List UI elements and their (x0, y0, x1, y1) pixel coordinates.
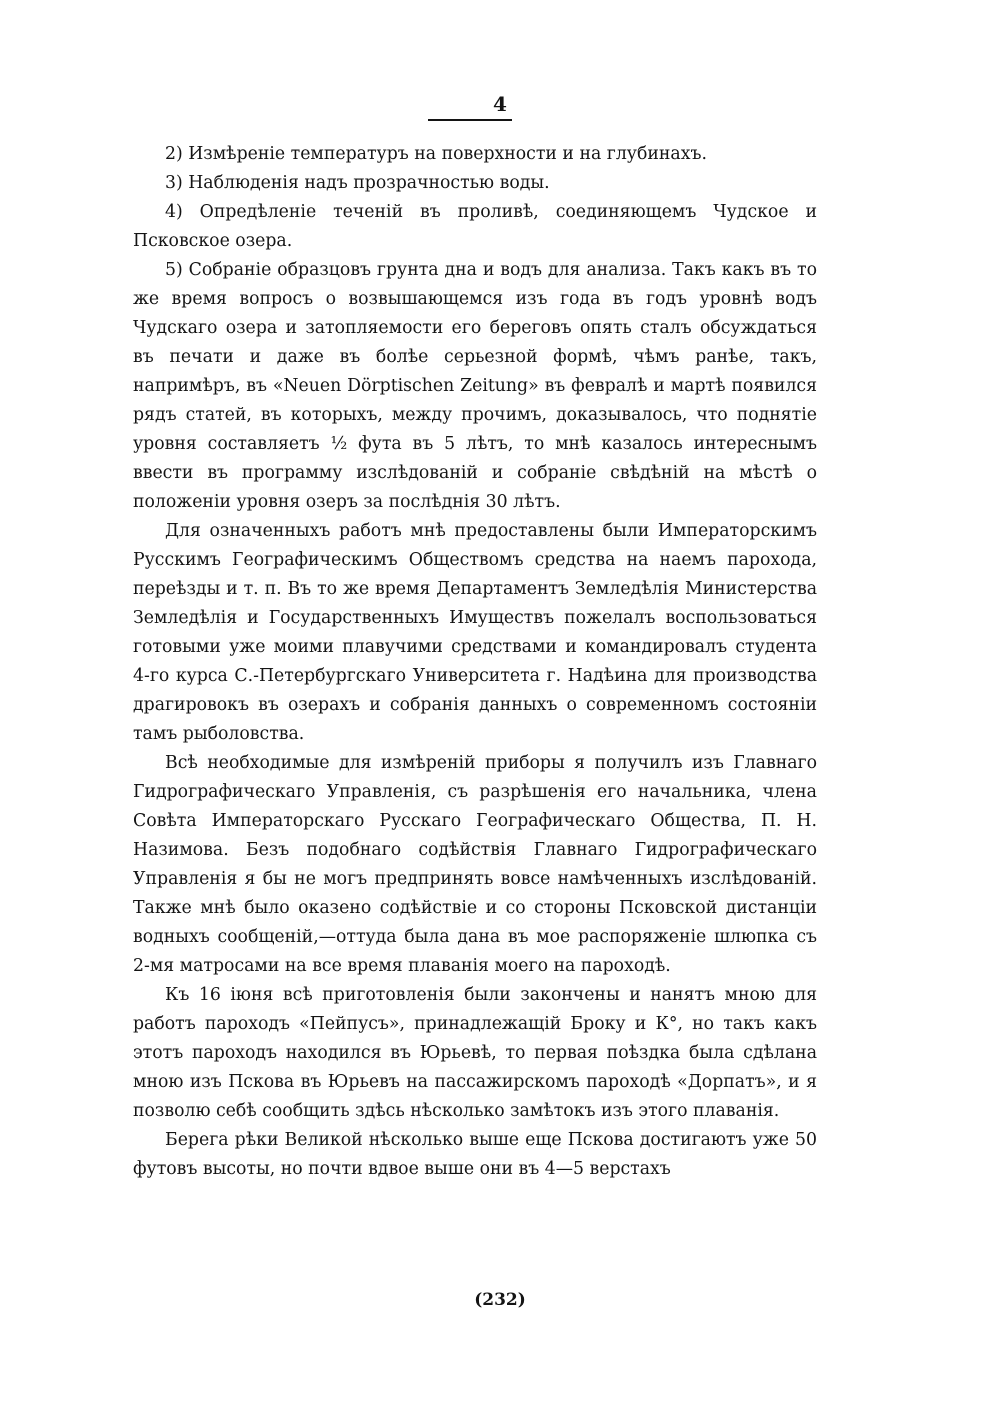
paragraph: Къ 16 іюня всѣ приготовленія были закончены и нанятъ мною для работъ пароходъ «Пейпусъ», принадлежащій Броку и К°, но такъ какъ этотъ пароходъ находился въ Юрьевѣ, то первая поѣздка была сдѣлана мною изъ Пскова въ Юрьевъ на пассажирскомъ пароходѣ «Дорпатъ», и я позволю себѣ сообщить здѣсь нѣсколько замѣтокъ изъ этого плаванія. (133, 985, 817, 1121)
paragraph: 2) Измѣреніе температуръ на поверхности и на глубинахъ. (165, 144, 707, 164)
page-number-rule (428, 119, 512, 121)
paragraph: 3) Наблюденія надъ прозрачностью воды. (165, 173, 550, 193)
paragraph: 4) Опредѣленіе теченій въ проливѣ, соединяющемъ Чудское и Псковское озера. (133, 202, 817, 251)
paragraph: Для означенныхъ работъ мнѣ предоставлены были Императорскимъ Русскимъ Географическимъ Обществомъ средства на наемъ парохода, переѣзды и т. п. Въ то же время Департаментъ Земледѣлія Министерства Земледѣлія и Государственныхъ Имуществъ пожелалъ воспользоваться готовыми уже моими плавучими средствами и командировалъ студента 4-го курса С.-Петербургскаго Университета г. Надѣина для производства драгировокъ въ озерахъ и собранія данныхъ о современномъ состояніи тамъ рыболовства. (133, 521, 817, 744)
body-text (133, 140, 817, 1184)
page-number: 4 (493, 92, 507, 116)
paragraph: Всѣ необходимые для измѣреній приборы я получилъ изъ Главнаго Гидрографическаго Управленія, съ разрѣшенія его начальника, члена Совѣта Императорскаго Русскаго Географическаго Общества, П. Н. Назимова. Безъ подобнаго содѣйствія Главнаго Гидрографическаго Управленія я бы не могъ предпринять вовсе намѣченныхъ изслѣдованій. Также мнѣ было оказено содѣйствіе и со стороны Псковской дистанціи водныхъ сообщеній,—оттуда была дана въ мое распоряженіе шлюпка съ 2-мя матросами на все время плаванія моего на пароходѣ. (133, 753, 817, 976)
paragraph: Берега рѣки Великой нѣсколько выше еще Пскова достигаютъ уже 50 футовъ высоты, но почти вдвое выше они въ 4—5 верстахъ (133, 1130, 817, 1179)
paragraph: 5) Собраніе образцовъ грунта дна и водъ для анализа. Такъ какъ въ то же время вопросъ о возвышающемся изъ года въ годъ уровнѣ водъ Чудскаго озера и затопляемости его береговъ опять сталъ обсуждаться въ печати и даже въ болѣе серьезной формѣ, чѣмъ ранѣе, такъ, напримѣръ, въ «Neuen Dörptischen Zeitung» въ февралѣ и мартѣ появился рядъ статей, въ которыхъ, между прочимъ, доказывалось, что поднятіе уровня составляетъ ½ фута въ 5 лѣтъ, то мнѣ казалось интереснымъ ввести въ программу изслѣдованій и собраніе свѣдѣній на мѣстѣ о положеніи уровня озеръ за послѣднія 30 лѣтъ. (133, 260, 817, 512)
page-footer-number: (232) (474, 1290, 526, 1310)
